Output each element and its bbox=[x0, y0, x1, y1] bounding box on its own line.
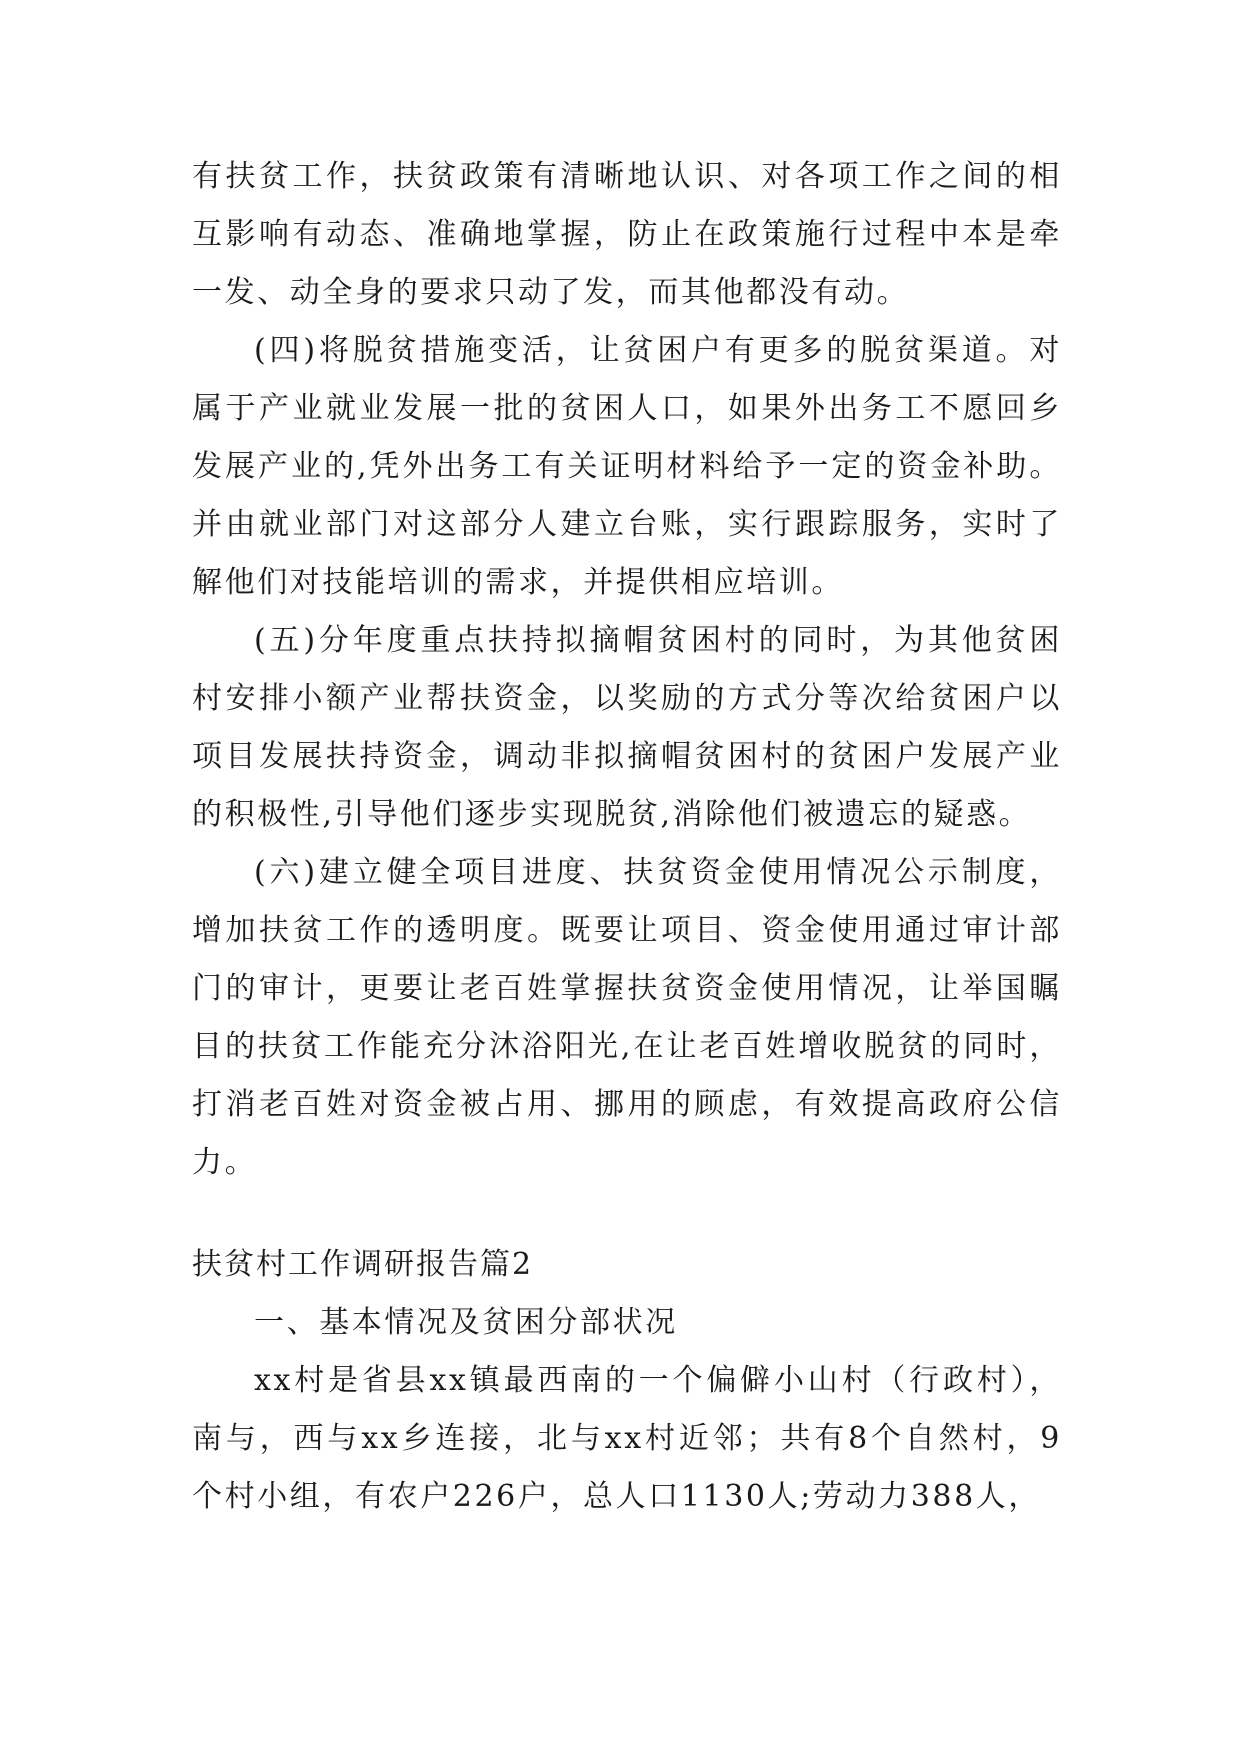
document-body bbox=[192, 148, 1062, 1526]
section-title: 扶贫村工作调研报告篇2 bbox=[192, 1247, 534, 1282]
subheading-basic-situation: 一、基本情况及贫困分部状况 bbox=[254, 1305, 678, 1340]
paragraph-continuation: 有扶贫工作，扶贫政策有清晰地认识、对各项工作之间的相互影响有动态、准确地掌握，防止在政策施行过程中本是牵一发、动全身的要求只动了发，而其他都没有动。 bbox=[192, 159, 1062, 310]
paragraph-measure-4: (四)将脱贫措施变活，让贫困户有更多的脱贫渠道。对属于产业就业发展一批的贫困人口，如果外出务工不愿回乡发展产业的,凭外出务工有关证明材料给予一定的资金补助。并由就业部门对这部分人建立台账，实行跟踪服务，实时了解他们对技能培训的需求，并提供相应培训。 bbox=[192, 333, 1062, 600]
paragraph-village-overview: xx村是省县xx镇最西南的一个偏僻小山村（行政村），南与，西与xx乡连接，北与xx村近邻；共有8个自然村，9个村小组，有农户226户，总人口1130人;劳动力388人， bbox=[192, 1363, 1062, 1514]
paragraph-measure-6: (六)建立健全项目进度、扶贫资金使用情况公示制度，增加扶贫工作的透明度。既要让项目、资金使用通过审计部门的审计，更要让老百姓掌握扶贫资金使用情况，让举国瞩目的扶贫工作能充分沐浴阳光,在让老百姓增收脱贫的同时，打消老百姓对资金被占用、挪用的顾虑，有效提高政府公信力。 bbox=[192, 855, 1062, 1180]
paragraph-measure-5: (五)分年度重点扶持拟摘帽贫困村的同时，为其他贫困村安排小额产业帮扶资金，以奖励的方式分等次给贫困户以项目发展扶持资金，调动非拟摘帽贫困村的贫困户发展产业的积极性,引导他们逐步实现脱贫,消除他们被遗忘的疑惑。 bbox=[192, 623, 1062, 832]
